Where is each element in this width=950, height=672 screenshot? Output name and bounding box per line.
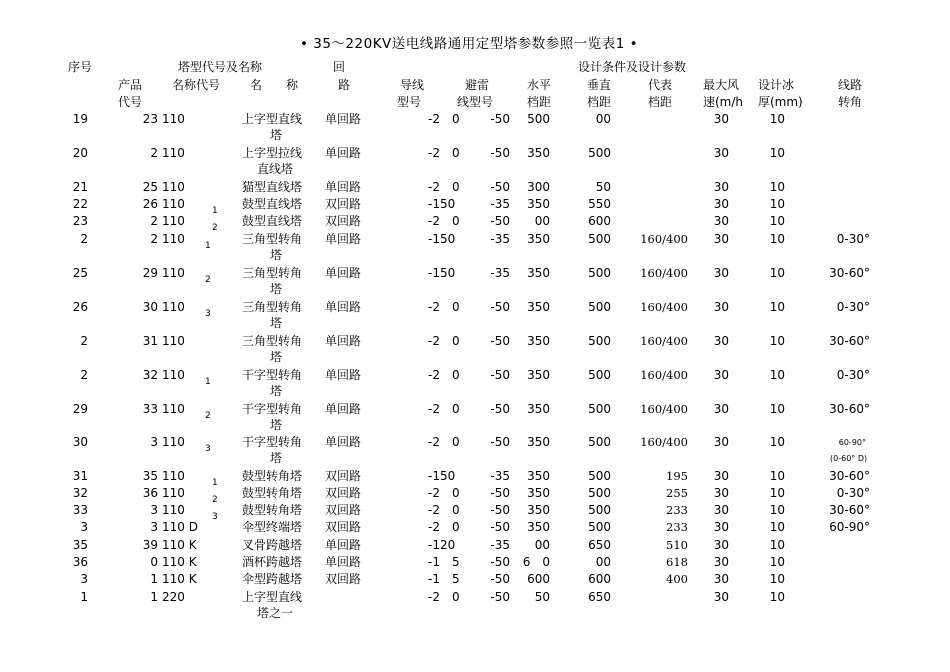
cell-seq: 25 — [72, 266, 88, 280]
header-shield-1: 避雷 — [465, 78, 490, 92]
cell-name-line2: 塔 — [270, 418, 283, 432]
cell-rspan: 160/400 — [640, 368, 688, 382]
cell-code: 110 K — [162, 538, 197, 552]
cell-shield: -50 — [490, 334, 510, 348]
cell-rspan: 233 — [666, 503, 688, 517]
cell-name1: 三角型转角 — [242, 300, 303, 314]
cell-hspan: 350 — [527, 300, 550, 314]
cell-conductor: -2 0 — [428, 486, 460, 500]
page-title: • 35～220KV送电线路通用定型塔参数参照一览表1 • — [300, 36, 639, 52]
cell-name1: 三角型转角 — [242, 334, 303, 348]
cell-name1: 鼓型转角塔 — [242, 469, 303, 483]
cell-wind: 30 — [713, 538, 729, 552]
cell-circuit: 双回路 — [325, 572, 362, 586]
cell-hspan: 350 — [527, 146, 550, 160]
cell-angle: 30-60° — [829, 469, 870, 483]
cell-product: 31 — [142, 334, 158, 348]
cell-code: 110 — [162, 503, 185, 517]
cell-product: 25 — [142, 180, 158, 194]
cell-name-line2: 塔 — [270, 316, 283, 330]
cell-shield: -50 — [490, 486, 510, 500]
cell-hspan: 350 — [527, 402, 550, 416]
header-design-conditions: 设计条件及设计参数 — [578, 60, 687, 74]
cell-conductor: -150 — [428, 266, 456, 280]
cell-ice: 10 — [769, 232, 785, 246]
cell-product: 26 — [142, 197, 158, 211]
cell-wind: 30 — [713, 232, 729, 246]
cell-product: 3 — [150, 503, 158, 517]
cell-shield: -50 — [490, 368, 510, 382]
cell-name1: 鼓型转角塔 — [242, 486, 303, 500]
cell-circuit: 单回路 — [325, 435, 362, 449]
cell-name-line2: 塔 — [270, 350, 283, 364]
cell-sub: 1 — [212, 206, 218, 216]
cell-name-line2: 塔 — [270, 282, 283, 296]
cell-angle: 0-30° — [836, 486, 870, 500]
cell-hspan: 600 — [527, 572, 550, 586]
cell-ice: 10 — [769, 435, 785, 449]
cell-wind: 30 — [713, 572, 729, 586]
cell-rspan: 195 — [666, 469, 688, 483]
cell-wind: 30 — [713, 180, 729, 194]
cell-name1: 鼓型转角塔 — [242, 503, 303, 517]
cell-hspan: 350 — [527, 266, 550, 280]
cell-vspan: 500 — [588, 435, 611, 449]
cell-code: 110 — [162, 197, 185, 211]
cell-vspan: 650 — [588, 590, 611, 604]
cell-ice: 10 — [769, 180, 785, 194]
cell-ice: 10 — [769, 555, 785, 569]
cell-wind: 30 — [713, 503, 729, 517]
cell-seq: 26 — [72, 300, 88, 314]
cell-vspan: 500 — [588, 368, 611, 382]
cell-hspan: 500 — [527, 112, 550, 126]
cell-shield: -50 — [490, 180, 510, 194]
cell-circuit: 双回路 — [325, 503, 362, 517]
cell-ice: 10 — [769, 590, 785, 604]
cell-name1: 干字型转角 — [242, 402, 303, 416]
cell-circuit: 单回路 — [325, 555, 362, 569]
cell-vspan: 500 — [588, 146, 611, 160]
header-conductor-1: 导线 — [400, 78, 425, 92]
cell-product: 35 — [142, 469, 158, 483]
cell-name-line2: 塔之一 — [257, 606, 294, 620]
cell-code: 110 — [162, 402, 185, 416]
cell-ice: 10 — [769, 503, 785, 517]
cell-shield: -50 — [490, 146, 510, 160]
cell-seq: 3 — [80, 572, 88, 586]
cell-conductor: -1 5 — [428, 572, 460, 586]
cell-rspan: 160/400 — [640, 300, 688, 314]
cell-hspan: 350 — [527, 486, 550, 500]
cell-circuit: 单回路 — [325, 232, 362, 246]
cell-shield: -50 — [490, 555, 510, 569]
cell-vspan: 500 — [588, 503, 611, 517]
cell-seq: 2 — [80, 368, 88, 382]
cell-sub: 3 — [205, 444, 211, 454]
cell-sub: 2 — [205, 275, 211, 285]
cell-seq: 30 — [72, 435, 88, 449]
cell-ice: 10 — [769, 486, 785, 500]
cell-conductor: -150 — [428, 197, 456, 211]
cell-seq: 21 — [72, 180, 88, 194]
cell-rspan: 160/400 — [640, 232, 688, 246]
cell-rspan: 255 — [666, 486, 688, 500]
cell-circuit: 单回路 — [325, 112, 362, 126]
cell-name1: 三角型转角 — [242, 266, 303, 280]
cell-seq: 20 — [72, 146, 88, 160]
cell-name-line2: 塔 — [270, 451, 283, 465]
cell-vspan: 50 — [595, 180, 611, 194]
cell-code: 110 — [162, 334, 185, 348]
cell-ice: 10 — [769, 112, 785, 126]
header-angle-1: 线路 — [838, 78, 863, 92]
cell-hspan: 50 — [534, 590, 550, 604]
header-hspan-1: 水平 — [527, 78, 552, 92]
cell-circuit: 单回路 — [325, 368, 362, 382]
cell-vspan: 500 — [588, 334, 611, 348]
cell-circuit: 单回路 — [325, 402, 362, 416]
cell-hspan: 350 — [527, 520, 550, 534]
cell-conductor: -2 0 — [428, 590, 460, 604]
cell-shield: -35 — [490, 538, 510, 552]
cell-name1: 鼓型直线塔 — [242, 197, 303, 211]
cell-seq: 31 — [72, 469, 88, 483]
cell-ice: 10 — [769, 146, 785, 160]
cell-wind: 30 — [713, 300, 729, 314]
cell-circuit: 单回路 — [325, 538, 362, 552]
cell-product: 1 — [150, 572, 158, 586]
cell-shield: -50 — [490, 590, 510, 604]
cell-product: 39 — [142, 538, 158, 552]
cell-name1: 鼓型直线塔 — [242, 214, 303, 228]
cell-wind: 30 — [713, 486, 729, 500]
cell-name-line2: 塔 — [270, 384, 283, 398]
cell-wind: 30 — [713, 112, 729, 126]
cell-vspan: 500 — [588, 469, 611, 483]
cell-name1: 酒杯跨越塔 — [242, 555, 303, 569]
cell-wind: 30 — [713, 590, 729, 604]
header-ice-2: 厚(mm) — [758, 95, 803, 109]
cell-ice: 10 — [769, 520, 785, 534]
cell-shield: -50 — [490, 572, 510, 586]
header-vspan-1: 垂直 — [587, 78, 612, 92]
header-name: 名 称 — [250, 78, 299, 92]
cell-angle: 30-60° — [829, 503, 870, 517]
cell-conductor: -2 0 — [428, 300, 460, 314]
cell-sub: 2 — [212, 223, 218, 233]
cell-code: 110 — [162, 214, 185, 228]
cell-seq: 3 — [80, 520, 88, 534]
header-wind-1: 最大风 — [703, 78, 740, 92]
cell-code: 110 — [162, 486, 185, 500]
cell-vspan: 500 — [588, 486, 611, 500]
cell-angle: 0-30° — [836, 232, 870, 246]
cell-name1: 三角型转角 — [242, 232, 303, 246]
header-name-code: 名称代号 — [172, 78, 221, 92]
cell-name1: 上字型直线 — [242, 590, 303, 604]
cell-code: 110 — [162, 112, 185, 126]
cell-sub: 1 — [205, 241, 211, 251]
cell-vspan: 00 — [595, 555, 611, 569]
cell-ice: 10 — [769, 368, 785, 382]
cell-name1: 伞型跨越塔 — [242, 572, 303, 586]
header-rspan-1: 代表 — [648, 78, 673, 92]
cell-wind: 30 — [713, 214, 729, 228]
cell-code: 110 — [162, 368, 185, 382]
cell-rspan: 510 — [666, 538, 688, 552]
cell-ice: 10 — [769, 197, 785, 211]
cell-name1: 上字型直线 — [242, 112, 303, 126]
cell-code: 110 — [162, 266, 185, 280]
cell-conductor: -2 0 — [428, 503, 460, 517]
cell-wind: 30 — [713, 146, 729, 160]
cell-name-line2: 塔 — [270, 248, 283, 262]
cell-shield: -35 — [490, 266, 510, 280]
cell-hspan: 350 — [527, 197, 550, 211]
cell-code: 110 — [162, 180, 185, 194]
cell-product: 3 — [150, 435, 158, 449]
cell-shield: -50 — [490, 214, 510, 228]
cell-shield: -50 — [490, 435, 510, 449]
cell-rspan: 160/400 — [640, 435, 688, 449]
cell-hspan: 350 — [527, 503, 550, 517]
cell-ice: 10 — [769, 572, 785, 586]
cell-seq: 23 — [72, 214, 88, 228]
header-angle-2: 转角 — [838, 95, 863, 109]
cell-seq: 32 — [72, 486, 88, 500]
cell-code: 110 — [162, 300, 185, 314]
cell-conductor: -2 0 — [428, 520, 460, 534]
cell-conductor: -150 — [428, 232, 456, 246]
cell-angle-line2: (0-60° D) — [830, 454, 868, 463]
cell-seq: 29 — [72, 402, 88, 416]
cell-hspan: 350 — [527, 232, 550, 246]
cell-name1: 伞型终端塔 — [242, 520, 303, 534]
cell-wind: 30 — [713, 334, 729, 348]
cell-rspan: 160/400 — [640, 402, 688, 416]
cell-name-line2: 塔 — [270, 128, 283, 142]
cell-wind: 30 — [713, 266, 729, 280]
cell-ice: 10 — [769, 469, 785, 483]
cell-conductor: -2 0 — [428, 214, 460, 228]
cell-product: 2 — [150, 232, 158, 246]
cell-circuit: 双回路 — [325, 214, 362, 228]
cell-product: 2 — [150, 214, 158, 228]
cell-vspan: 650 — [588, 538, 611, 552]
cell-shield: -50 — [490, 503, 510, 517]
cell-name1: 上字型拉线 — [242, 146, 303, 160]
cell-seq: 22 — [72, 197, 88, 211]
cell-shield: -35 — [490, 469, 510, 483]
cell-vspan: 500 — [588, 232, 611, 246]
cell-angle: 60-90° — [838, 438, 866, 447]
cell-code: 110 — [162, 232, 185, 246]
cell-circuit: 单回路 — [325, 180, 362, 194]
cell-circuit: 单回路 — [325, 266, 362, 280]
cell-circuit: 双回路 — [325, 197, 362, 211]
cell-vspan: 00 — [595, 112, 611, 126]
cell-code: 110 — [162, 435, 185, 449]
cell-product: 32 — [142, 368, 158, 382]
cell-hspan: 00 — [534, 538, 550, 552]
cell-circuit: 双回路 — [325, 486, 362, 500]
cell-code: 110 K — [162, 572, 197, 586]
cell-hspan: 00 — [534, 214, 550, 228]
header-tower-code-name: 塔型代号及名称 — [178, 60, 263, 74]
cell-vspan: 600 — [588, 572, 611, 586]
cell-product: 0 — [150, 555, 158, 569]
cell-rspan: 160/400 — [640, 266, 688, 280]
cell-conductor: -2 0 — [428, 435, 460, 449]
header-circuit-bottom: 路 — [338, 78, 351, 92]
cell-hspan: 350 — [527, 435, 550, 449]
cell-circuit: 单回路 — [325, 146, 362, 160]
cell-seq: 33 — [72, 503, 88, 517]
cell-shield: -35 — [490, 197, 510, 211]
cell-wind: 30 — [713, 197, 729, 211]
header-shield-2: 线型号 — [457, 95, 494, 109]
cell-wind: 30 — [713, 555, 729, 569]
header-seq: 序号 — [68, 60, 93, 74]
cell-product: 3 — [150, 520, 158, 534]
cell-ice: 10 — [769, 334, 785, 348]
cell-vspan: 550 — [588, 197, 611, 211]
cell-wind: 30 — [713, 469, 729, 483]
header-vspan-2: 档距 — [587, 95, 612, 109]
cell-angle: 0-30° — [836, 300, 870, 314]
cell-vspan: 500 — [588, 520, 611, 534]
header-rspan-2: 档距 — [648, 95, 673, 109]
header-ice-1: 设计冰 — [758, 78, 795, 92]
cell-conductor: -2 0 — [428, 402, 460, 416]
header-circuit-top: 回 — [333, 60, 346, 74]
cell-seq: 1 — [80, 590, 88, 604]
cell-angle: 0-30° — [836, 368, 870, 382]
cell-sub: 2 — [212, 495, 218, 505]
cell-sub: 1 — [212, 478, 218, 488]
cell-hspan: 300 — [527, 180, 550, 194]
header-conductor-2: 型号 — [397, 95, 422, 109]
cell-shield: -35 — [490, 232, 510, 246]
cell-rspan: 618 — [666, 555, 688, 569]
cell-code: 110 — [162, 146, 185, 160]
cell-ice: 10 — [769, 214, 785, 228]
cell-product: 23 — [142, 112, 158, 126]
cell-shield: -50 — [490, 112, 510, 126]
cell-shield: -50 — [490, 520, 510, 534]
cell-name1: 叉骨跨越塔 — [242, 538, 303, 552]
cell-name1: 猫型直线塔 — [242, 180, 303, 194]
cell-ice: 10 — [769, 538, 785, 552]
cell-conductor: -120 — [428, 538, 456, 552]
cell-hspan: 350 — [527, 368, 550, 382]
cell-ice: 10 — [769, 402, 785, 416]
cell-code: 110 K — [162, 555, 197, 569]
cell-conductor: -150 — [428, 469, 456, 483]
cell-ice: 10 — [769, 266, 785, 280]
cell-shield: -50 — [490, 300, 510, 314]
cell-circuit: 单回路 — [325, 334, 362, 348]
cell-conductor: -2 0 — [428, 334, 460, 348]
cell-product: 1 — [150, 590, 158, 604]
cell-code: 110 — [162, 469, 185, 483]
header-product-1: 产品 — [118, 78, 143, 92]
cell-hspan: 6 0 — [522, 555, 550, 569]
cell-conductor: -2 0 — [428, 146, 460, 160]
cell-seq: 2 — [80, 334, 88, 348]
cell-seq: 35 — [72, 538, 88, 552]
cell-conductor: -2 0 — [428, 112, 460, 126]
cell-shield: -50 — [490, 402, 510, 416]
cell-seq: 2 — [80, 232, 88, 246]
cell-sub: 1 — [205, 377, 211, 387]
cell-angle: 30-60° — [829, 334, 870, 348]
cell-angle: 30-60° — [829, 402, 870, 416]
cell-seq: 36 — [72, 555, 88, 569]
cell-code: 110 D — [162, 520, 198, 534]
cell-name1: 干字型转角 — [242, 368, 303, 382]
cell-vspan: 500 — [588, 300, 611, 314]
cell-angle: 60-90° — [829, 520, 870, 534]
cell-conductor: -1 5 — [428, 555, 460, 569]
cell-product: 36 — [142, 486, 158, 500]
cell-vspan: 500 — [588, 266, 611, 280]
header-wind-2: 速(m/h — [703, 95, 744, 109]
cell-rspan: 160/400 — [640, 334, 688, 348]
cell-circuit: 单回路 — [325, 300, 362, 314]
cell-hspan: 350 — [527, 334, 550, 348]
cell-name-line2: 直线塔 — [257, 162, 294, 176]
cell-angle: 30-60° — [829, 266, 870, 280]
cell-sub: 3 — [205, 309, 211, 319]
cell-circuit: 双回路 — [325, 469, 362, 483]
cell-seq: 19 — [72, 112, 88, 126]
cell-product: 33 — [142, 402, 158, 416]
cell-sub: 3 — [212, 512, 218, 522]
cell-rspan: 400 — [666, 572, 688, 586]
cell-wind: 30 — [713, 368, 729, 382]
cell-conductor: -2 0 — [428, 368, 460, 382]
cell-code: 220 — [162, 590, 185, 604]
cell-wind: 30 — [713, 435, 729, 449]
cell-ice: 10 — [769, 300, 785, 314]
cell-product: 29 — [142, 266, 158, 280]
cell-name1: 干字型转角 — [242, 435, 303, 449]
header-hspan-2: 档距 — [527, 95, 552, 109]
cell-rspan: 233 — [666, 520, 688, 534]
cell-wind: 30 — [713, 402, 729, 416]
cell-product: 2 — [150, 146, 158, 160]
cell-sub: 2 — [205, 411, 211, 421]
header-product-2: 代号 — [118, 95, 143, 109]
cell-product: 30 — [142, 300, 158, 314]
cell-vspan: 500 — [588, 402, 611, 416]
cell-conductor: -2 0 — [428, 180, 460, 194]
cell-hspan: 350 — [527, 469, 550, 483]
cell-vspan: 600 — [588, 214, 611, 228]
cell-wind: 30 — [713, 520, 729, 534]
cell-circuit: 双回路 — [325, 520, 362, 534]
